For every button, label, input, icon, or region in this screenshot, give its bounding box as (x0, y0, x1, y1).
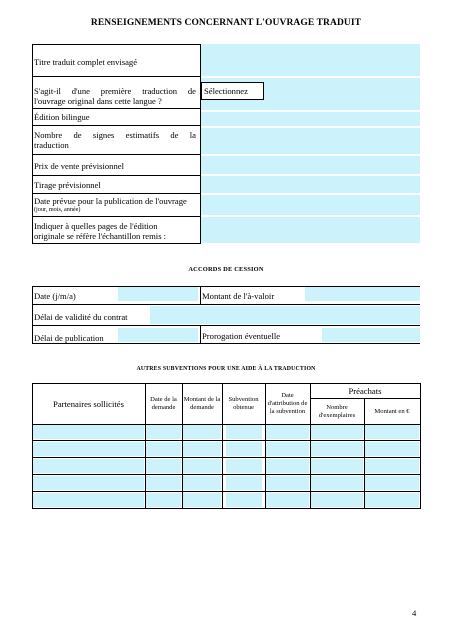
montant-euro-input-1[interactable] (365, 425, 419, 439)
date-prevue-input[interactable] (201, 195, 420, 215)
label-prorogation: Prorogation éventuelle (202, 331, 281, 341)
subvention-input-2[interactable] (226, 442, 262, 456)
table-border (32, 457, 421, 458)
prix-input[interactable] (201, 156, 420, 174)
table-border (420, 383, 421, 509)
divider (200, 286, 201, 304)
label-titre: Titre traduit complet envisagé (34, 57, 138, 67)
partenaire-input-5[interactable] (33, 493, 144, 507)
subvention-input-1[interactable] (226, 425, 262, 439)
table-border (310, 398, 421, 399)
table-border (32, 383, 33, 509)
partenaire-input-1[interactable] (33, 425, 144, 439)
col-date-demande: Date de la demande (150, 396, 177, 411)
publication-delai-input[interactable] (118, 328, 198, 342)
divider (32, 154, 200, 155)
label-pages: Indiquer à quelles pages de l'édition originale se réfère l'échantillon remis : (34, 221, 167, 241)
nombre-input-5[interactable] (311, 493, 363, 507)
divider (200, 325, 201, 343)
partenaire-input-4[interactable] (33, 476, 144, 490)
nombre-input-4[interactable] (311, 476, 363, 490)
montant-demande-input-4[interactable] (183, 476, 221, 490)
section-heading-subventions: AUTRES SUBVENTIONS POUR UNE AIDE À LA TRADUCTION (136, 366, 316, 372)
nombre-input-2[interactable] (311, 442, 363, 456)
label-tirage: Tirage prévisionnel (34, 180, 101, 190)
divider (32, 193, 200, 194)
date-attribution-input-4[interactable] (266, 476, 309, 490)
col-partenaires: Partenaires sollicités (53, 399, 124, 409)
subvention-input-5[interactable] (226, 493, 262, 507)
divider (32, 216, 200, 217)
label-publication-delai: Délai de publication (34, 333, 104, 343)
divider (32, 44, 200, 45)
table-border (32, 424, 421, 425)
montant-demande-input-1[interactable] (183, 425, 221, 439)
table-border (265, 383, 266, 509)
nombre-input-3[interactable] (311, 459, 363, 473)
table-border (182, 383, 183, 509)
section-heading-cession: ACCORDS DE CESSION (188, 266, 264, 273)
signes-input[interactable] (201, 128, 420, 154)
nombre-input-1[interactable] (311, 425, 363, 439)
page-number: 4 (412, 608, 417, 618)
table-border (32, 491, 421, 492)
divider (32, 286, 420, 287)
label-signes: Nombre de signes estimatifs de la traduction (34, 130, 196, 150)
divider (32, 243, 200, 244)
divider (32, 125, 200, 126)
premiere-traduction-select[interactable]: Sélectionnez (201, 82, 264, 100)
date-demande-input-3[interactable] (146, 459, 181, 473)
montant-euro-input-5[interactable] (365, 493, 419, 507)
label-premiere-traduction: S'agit-il d'une première traduction de l'ouvrage original dans cette langue ? (34, 86, 196, 106)
col-preachats: Préachats (348, 386, 382, 396)
table-border (145, 383, 146, 509)
label-bilingue: Édition bilingue (34, 112, 90, 122)
divider (200, 44, 201, 244)
label-montant-avaloir: Montant de l'à-valoir (202, 291, 275, 301)
subvention-input-3[interactable] (226, 459, 262, 473)
table-border (32, 383, 421, 384)
divider (32, 44, 33, 244)
montant-avaloir-input[interactable] (305, 287, 420, 301)
divider (32, 325, 420, 326)
label-validite: Délai de validité du contrat (34, 312, 128, 322)
label-date-prevue: Date prévue pour la publication de l'ouvrage (jour, mois, année) (34, 196, 187, 213)
table-border (32, 474, 421, 475)
prorogation-input[interactable] (322, 328, 420, 342)
col-subvention-obtenue: Subvention obtenue (228, 396, 259, 411)
col-nombre-exemplaires: Nombre d'exemplaires (318, 403, 356, 419)
partenaire-input-3[interactable] (33, 459, 144, 473)
date-demande-input-1[interactable] (146, 425, 181, 439)
table-border (222, 383, 223, 509)
col-montant-demande: Montant de la demande (183, 396, 221, 411)
divider (32, 343, 420, 344)
table-border (364, 398, 365, 509)
pages-input[interactable] (201, 217, 420, 243)
date-attribution-input-3[interactable] (266, 459, 309, 473)
partenaire-input-2[interactable] (33, 442, 144, 456)
date-attribution-input-2[interactable] (266, 442, 309, 456)
montant-demande-input-2[interactable] (183, 442, 221, 456)
date-demande-input-2[interactable] (146, 442, 181, 456)
subvention-input-4[interactable] (226, 476, 262, 490)
divider (32, 286, 33, 344)
bilingue-input[interactable] (201, 112, 420, 126)
divider (32, 108, 200, 109)
montant-demande-input-5[interactable] (183, 493, 221, 507)
col-date-attribution: Date d'attribution de la subvention (267, 392, 308, 415)
page-title: RENSEIGNEMENTS CONCERNANT L'OUVRAGE TRADUIT (90, 18, 362, 28)
montant-demande-input-3[interactable] (183, 459, 221, 473)
montant-euro-input-2[interactable] (365, 442, 419, 456)
date-attribution-input-1[interactable] (266, 425, 309, 439)
table-border (32, 508, 421, 509)
label-prix: Prix de vente prévisionnel (34, 161, 124, 171)
date-cession-input[interactable] (118, 287, 198, 301)
titre-input[interactable] (201, 44, 420, 76)
date-demande-input-5[interactable] (146, 493, 181, 507)
divider (32, 304, 420, 305)
divider (32, 175, 200, 176)
label-date-cession: Date (j/m/a) (34, 291, 76, 301)
validite-input[interactable] (150, 306, 420, 324)
montant-euro-input-3[interactable] (365, 459, 419, 473)
date-demande-input-4[interactable] (146, 476, 181, 490)
divider (32, 76, 200, 77)
tirage-input[interactable] (201, 176, 420, 193)
date-attribution-input-5[interactable] (266, 493, 309, 507)
table-border (32, 440, 421, 441)
table-border (310, 383, 311, 509)
col-montant-euro: Montant en € (374, 407, 410, 415)
montant-euro-input-4[interactable] (365, 476, 419, 490)
